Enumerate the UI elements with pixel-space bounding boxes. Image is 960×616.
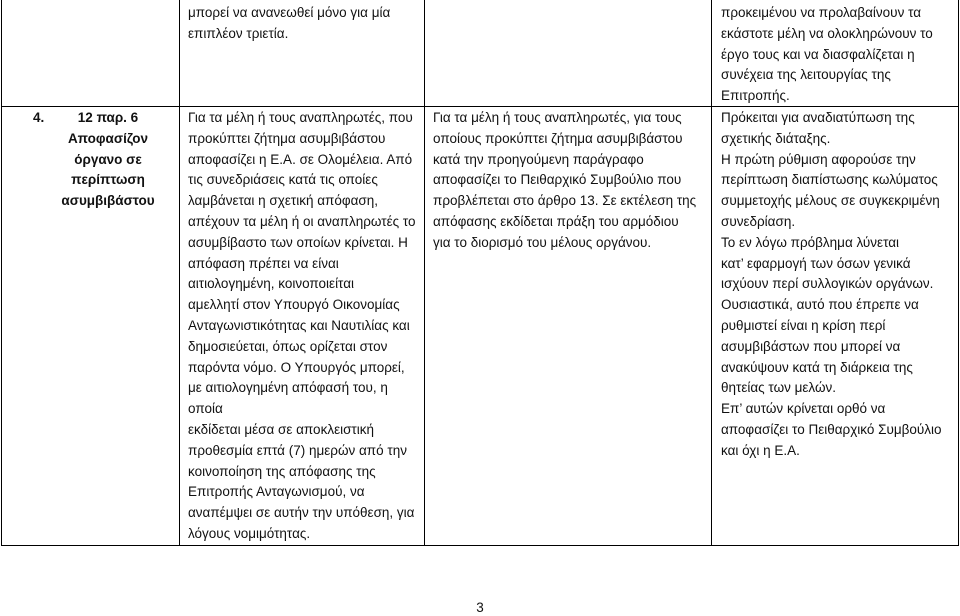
text-line: αιτιολογημένη, κοινοποιείται xyxy=(188,276,355,292)
table-column-divider xyxy=(424,0,425,546)
text-line: απέχουν τα μέλη ή οι αναπληρωτές το xyxy=(188,213,416,229)
text-line: μπορεί να ανανεωθεί μόνο για μία xyxy=(188,5,391,20)
text-line: ρυθμιστεί είναι η κρίση περί xyxy=(721,317,886,333)
text-line: οποίους προκύπτει ζήτημα ασυμβιβάστου xyxy=(433,130,683,146)
text-line: απόφαση πρέπει να είναι xyxy=(188,255,339,271)
row2-col2-text xyxy=(188,108,416,545)
text-line: αμελλητί στον Υπουργό Οικονομίας xyxy=(188,297,400,313)
text-line: με αιτιολογημένη απόφασή του, η xyxy=(188,380,388,396)
table-border-bottom xyxy=(1,545,959,546)
text-line: για το διορισμό του μέλους οργάνου. xyxy=(433,234,652,250)
text-line: Ανταγωνιστικότητας και Ναυτιλίας και xyxy=(188,317,410,333)
text-line: προβλέπεται στο άρθρο 13. Σε εκτέλεση της xyxy=(433,193,697,209)
text-line: τις συνεδριάσεις κατά τις οποίες xyxy=(188,172,378,188)
text-line: λόγους νομιμότητας. xyxy=(188,525,311,541)
text-line: εκάστοτε μέλη να ολοκληρώνουν το xyxy=(721,25,933,41)
text-line: έργο τους και να διασφαλίζεται η xyxy=(721,46,915,62)
text-line: Πρόκειται για αναδιατύπωση της xyxy=(721,110,915,125)
text-line: Η πρώτη ρύθμιση αφορούσε την xyxy=(721,151,916,167)
text-line: όργανο σε xyxy=(74,151,142,167)
text-line: αποφασίζει η Ε.Α. σε Ολομέλεια. Από xyxy=(188,151,413,167)
table-column-divider xyxy=(711,0,712,546)
text-line: κατά την προηγούμενη παράγραφο xyxy=(433,151,644,167)
row2-col1-article xyxy=(38,108,178,212)
text-line: συνεδρίαση. xyxy=(721,213,796,229)
table-column-divider xyxy=(179,0,180,546)
row2-col3-text xyxy=(433,108,696,254)
text-line: θητείας των μελών. xyxy=(721,380,836,396)
text-line: παρόντα νόμο. Ο Υπουργός μπορεί, xyxy=(188,359,405,375)
text-line: προκύπτει ζήτημα ασυμβιβάστου xyxy=(188,130,386,146)
text-line: λαμβάνεται η σχετική απόφαση, xyxy=(188,193,378,209)
text-line: ανακύψουν κατά τη διάρκεια της xyxy=(721,359,913,375)
text-line: Για τα μέλη ή τους αναπληρωτές, που xyxy=(188,110,413,125)
text-line: σχετικής διάταξης. xyxy=(721,130,831,146)
text-line: Επιτροπής. xyxy=(721,88,790,104)
text-line: προκειμένου να προλαβαίνουν τα xyxy=(721,5,922,20)
table-border-left xyxy=(1,0,2,546)
text-line: περίπτωση xyxy=(71,172,145,188)
row1-col2-text xyxy=(188,3,390,45)
text-line: 12 παρ. 6 xyxy=(77,110,139,125)
text-line: ασυμβίβαστο των οποίων κρίνεται. Η xyxy=(188,234,408,250)
text-line: κατ’ εφαρμογή των όσων γενικά xyxy=(721,255,911,271)
text-line: Αποφασίζον xyxy=(67,130,149,146)
row-number: 4. xyxy=(33,110,45,125)
text-line: ασυμβιβάστου xyxy=(61,193,155,209)
text-line: Επιτροπής Ανταγωνισμού, να xyxy=(188,484,365,500)
text-line: Ουσιαστικά, αυτό που έπρεπε να xyxy=(721,297,919,313)
text-line: συνέχεια της λειτουργίας της xyxy=(721,67,891,83)
text-line: απόφασης εκδίδεται πράξη του αρμόδιου xyxy=(433,213,679,229)
text-line: ασυμβιβάστων που μπορεί να xyxy=(721,338,901,354)
text-line: Το εν λόγω πρόβλημα λύνεται xyxy=(721,234,900,250)
page-number: 3 xyxy=(476,600,484,615)
text-line: ισχύουν περί συλλογικών οργάνων. xyxy=(721,276,934,292)
text-line: επιπλέον τριετία. xyxy=(188,25,289,41)
row2-col4-text xyxy=(721,108,942,462)
table-border-right xyxy=(958,0,959,546)
text-line: αποφασίζει το Πειθαρχικό Συμβούλιο xyxy=(721,421,942,437)
text-line: Επ’ αυτών κρίνεται ορθό να xyxy=(721,401,886,417)
text-line: Για τα μέλη ή τους αναπληρωτές, για τους xyxy=(433,110,682,125)
text-line: εκδίδεται μέσα σε αποκλειστική xyxy=(188,421,375,437)
text-line: κοινοποίηση της απόφασης της xyxy=(188,463,376,479)
row1-col4-text xyxy=(721,3,933,107)
text-line: αποφασίζει το Πειθαρχικό Συμβούλιο που xyxy=(433,172,682,188)
text-line: περίπτωση διαπίστωσης κωλύματος xyxy=(721,172,938,188)
text-line: οποία xyxy=(188,401,223,417)
text-line: προθεσμία επτά (7) ημερών από την xyxy=(188,442,407,458)
text-line: και όχι η Ε.Α. xyxy=(721,442,800,458)
text-line: δημοσιεύεται, όπως ορίζεται στον xyxy=(188,338,388,354)
text-line: αναπέμψει σε αυτήν την υπόθεση, για xyxy=(188,505,415,521)
text-line: συμμετοχής μέλους σε συγκεκριμένη xyxy=(721,193,940,209)
